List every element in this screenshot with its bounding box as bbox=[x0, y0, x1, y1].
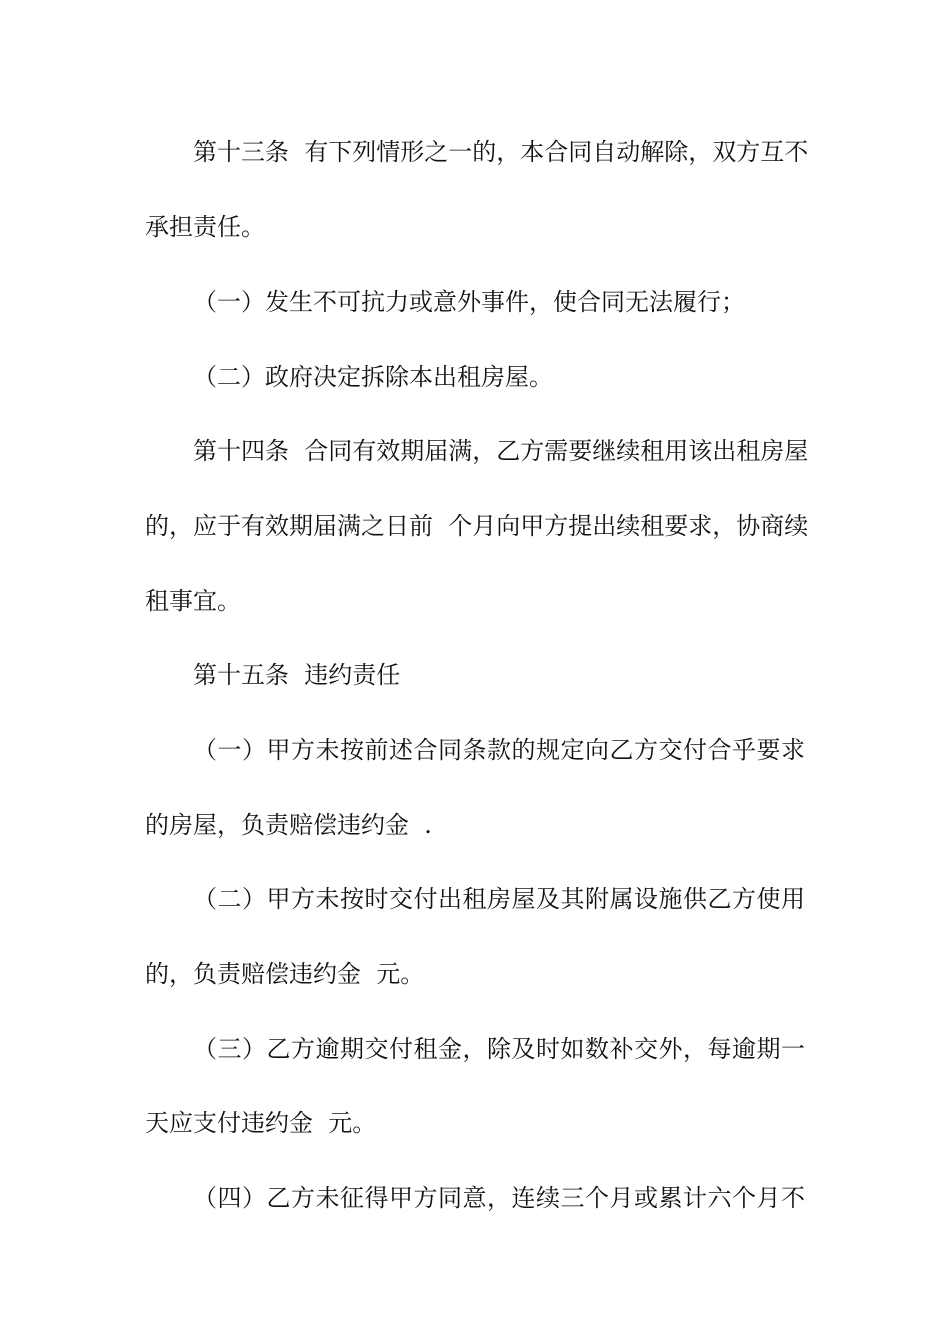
clause-14-line-2: 的，应于有效期届满之日前 个月向甲方提出续租要求，协商续 bbox=[145, 512, 809, 540]
clause-15-item-1-line-1: （一）甲方未按前述合同条款的规定向乙方交付合乎要求 bbox=[193, 736, 805, 764]
clause-15-item-3-line-1: （三）乙方逾期交付租金，除及时如数补交外，每逾期一 bbox=[193, 1035, 805, 1063]
clause-15-item-2-line-2: 的，负责赔偿违约金 元。 bbox=[145, 960, 425, 988]
clause-14-line-1: 第十四条 合同有效期届满，乙方需要继续租用该出租房屋 bbox=[193, 437, 809, 465]
clause-15-item-3-line-2: 天应支付违约金 元。 bbox=[145, 1109, 377, 1137]
clause-13-line-2: 承担责任。 bbox=[145, 213, 265, 241]
clause-13-item-1: （一）发生不可抗力或意外事件，使合同无法履行； bbox=[193, 288, 745, 316]
clause-13-item-2: （二）政府决定拆除本出租房屋。 bbox=[193, 363, 553, 391]
clause-15-item-2-line-1: （二）甲方未按时交付出租房屋及其附属设施供乙方使用 bbox=[193, 885, 805, 913]
clause-15-item-4-line-1: （四）乙方未征得甲方同意，连续三个月或累计六个月不 bbox=[193, 1184, 805, 1212]
clause-15-item-1-line-2: 的房屋，负责赔偿违约金 . bbox=[145, 811, 432, 839]
clause-15-heading: 第十五条 违约责任 bbox=[193, 661, 401, 689]
clause-14-line-3: 租事宜。 bbox=[145, 587, 241, 615]
clause-13-line-1: 第十三条 有下列情形之一的，本合同自动解除，双方互不 bbox=[193, 138, 809, 166]
